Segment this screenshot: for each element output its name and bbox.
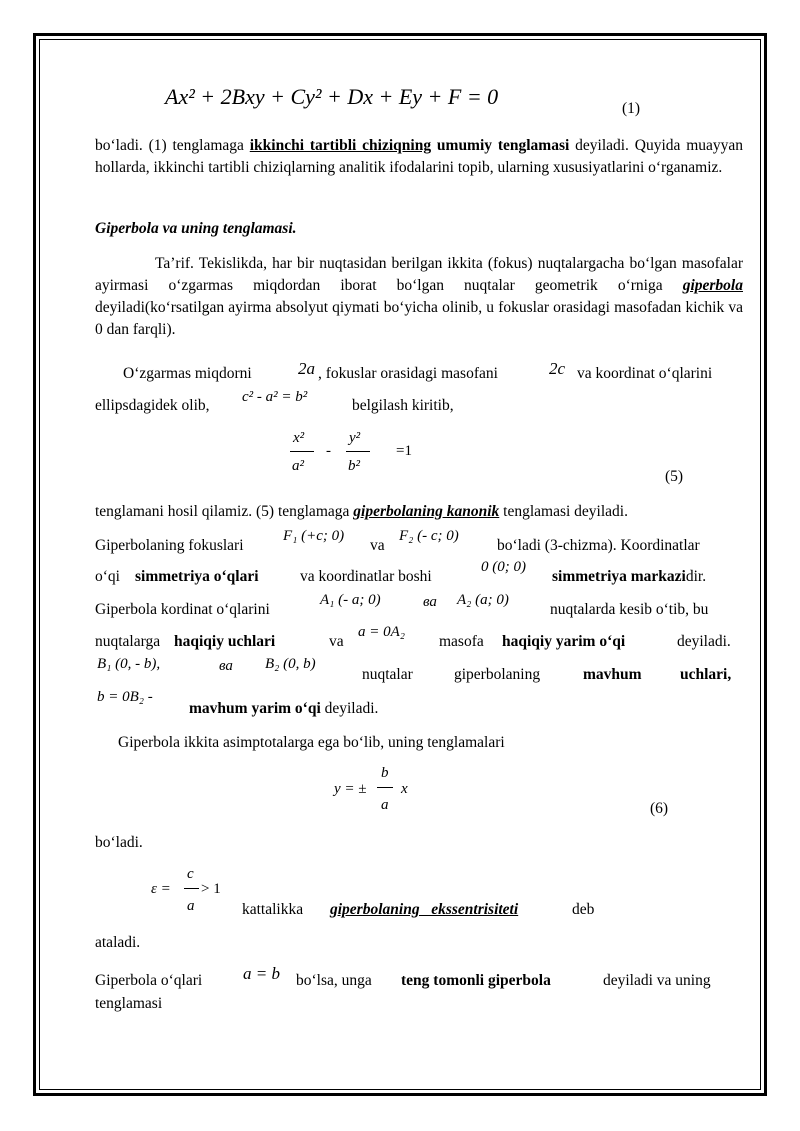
math-origin: 0 (0; 0) xyxy=(481,559,526,575)
text-intersect: Giperbola kordinat o‘qlarini xyxy=(95,601,270,618)
eq5-rhs: =1 xyxy=(396,443,412,459)
eq5-y2: y² xyxy=(349,430,361,446)
text-coord-axes: va koordinat o‘qlarini xyxy=(577,365,713,382)
text-va-2: ва xyxy=(423,594,437,610)
text-axes-equal: Giperbola o‘qlari xyxy=(95,972,203,989)
math-a-eq-b: a = b xyxy=(243,964,280,983)
eq6-num: b xyxy=(381,765,389,781)
eq5-frac-line-1 xyxy=(290,451,314,452)
text-ataladi: ataladi. xyxy=(95,934,141,951)
text-real-semi-axis: haqiqiy yarim o‘qi xyxy=(502,633,626,650)
equation-6-number: (6) xyxy=(650,800,669,817)
eps-den: a xyxy=(187,898,195,914)
page-border-inner xyxy=(39,39,761,1090)
equation-1: Ax² + 2Bxy + Cy² + Dx + Ey + F = 0 xyxy=(165,84,499,109)
text-va-3: va xyxy=(329,633,344,650)
text-bolsa: bo‘lsa, unga xyxy=(296,972,372,989)
math-f2: F₂ (- c; 0) xyxy=(399,528,459,544)
math-a-0a2: a = 0A₂ xyxy=(358,624,405,640)
text-notation: belgilash kiritib, xyxy=(352,397,454,414)
text-origin: va koordinatlar boshi xyxy=(300,568,432,585)
eq6-lhs: y = ± xyxy=(334,781,367,797)
text-va-4: ва xyxy=(219,658,233,674)
equation-5-number: (5) xyxy=(665,468,684,485)
math-b2: B₂ (0, b) xyxy=(265,656,316,672)
eps-frac-line xyxy=(184,888,199,889)
text-quantity: kattalikka xyxy=(242,901,304,918)
text-deb: deb xyxy=(572,901,595,918)
math-a1: A₁ (- a; 0) xyxy=(320,592,381,608)
math-c2-a2-b2: c² - a² = b² xyxy=(242,389,308,405)
text-va-1: va xyxy=(370,537,385,554)
paragraph-definition: Ta’rif. Tekislikda, har bir nuqtasidan berilgan ikkita (fokus) nuqtalargacha bo‘lgan masofalar ayirmasi o‘zgarmas miqdordan iborat bo‘lgan nuqtalar geometrik o‘rniga giperbola deyiladi(ko‘rsatilgan ayirma absolyut qiymati bo‘yicha olinib, u fokuslar orasidagi masofadan kichik va 0 dan farqli). xyxy=(95,255,743,338)
eps-num: c xyxy=(187,866,194,882)
eq5-a2: a² xyxy=(292,458,304,474)
text-hyperbola-word: giperbolaning xyxy=(454,666,541,683)
text-asymptotes: Giperbola ikkita asimptotalarga ega bo‘lib, uning tenglamalari xyxy=(118,734,505,751)
eq5-frac-line-2 xyxy=(346,451,370,452)
eq5-x2: x² xyxy=(293,430,305,446)
math-b1: B₁ (0, - b), xyxy=(97,656,161,672)
text-constant: O‘zgarmas miqdorni xyxy=(123,365,252,382)
eq6-den: a xyxy=(381,797,389,813)
text-axis: o‘qi xyxy=(95,568,120,585)
text-equilateral: teng tomonli giperbola xyxy=(401,972,551,989)
text-points: nuqtalar xyxy=(362,666,413,683)
paragraph-general-equation: bo‘ladi. (1) tenglamaga ikkinchi tartibli chiziqning umumiy tenglamasi deyiladi. Quyida muayyan hollarda, ikkinchi tartibli chiziqlarning analitik ifodalarini topib, ularning xususiyatlarini o‘rganamiz. xyxy=(95,137,744,176)
text-symmetry-axes: simmetriya o‘qlari xyxy=(135,568,259,585)
math-2a: 2a xyxy=(298,359,315,378)
text-ellipse: ellipsdagidek olib, xyxy=(95,397,210,414)
text-foci: Giperbolaning fokuslari xyxy=(95,537,244,554)
text-real-vertices-pre: nuqtalarga xyxy=(95,633,161,650)
eps-lhs: ε = xyxy=(151,881,171,897)
text-boladi: bo‘ladi. xyxy=(95,834,143,851)
text-imaginary: mavhum xyxy=(583,666,642,683)
eq5-minus: - xyxy=(326,443,331,459)
text-eccentricity: giperbolaning ekssentrisiteti xyxy=(330,901,519,918)
math-f1: F₁ (+c; 0) xyxy=(283,528,345,544)
equation-1-number: (1) xyxy=(622,100,641,117)
math-a2: A₂ (a; 0) xyxy=(457,592,509,608)
text-deyiladi-1: deyiladi. xyxy=(677,633,731,650)
eq6-frac-line xyxy=(377,787,393,788)
eq6-x: x xyxy=(401,781,408,797)
text-deyiladi-2: deyiladi va uning xyxy=(603,972,711,989)
text-distance: masofa xyxy=(439,633,484,650)
math-2c: 2c xyxy=(549,359,566,378)
section-heading: Giperbola va uning tenglamasi. xyxy=(95,220,297,237)
text-focal-distance: , fokuslar orasidagi masofani xyxy=(318,365,498,382)
text-canonical: tenglamani hosil qilamiz. (5) tenglamaga giperbolaning kanonik tenglamasi deyiladi. xyxy=(95,503,628,520)
text-imaginary-semi-axis: mavhum yarim o‘qi deyiladi. xyxy=(189,700,379,717)
text-symmetry-center: simmetriya markazidir. xyxy=(552,568,707,585)
text-real-vertices: haqiqiy uchlari xyxy=(174,633,276,650)
eq5-b2: b² xyxy=(348,458,360,474)
text-foci-end: bo‘ladi (3-chizma). Koordinatlar xyxy=(497,537,700,554)
text-intersect-end: nuqtalarda kesib o‘tib, bu xyxy=(550,601,709,618)
text-vertices: uchlari, xyxy=(680,666,732,683)
text-tenglamasi: tenglamasi xyxy=(95,995,163,1012)
math-b-0b2: b = 0B₂ - xyxy=(97,689,153,705)
eps-rhs: > 1 xyxy=(201,881,221,897)
